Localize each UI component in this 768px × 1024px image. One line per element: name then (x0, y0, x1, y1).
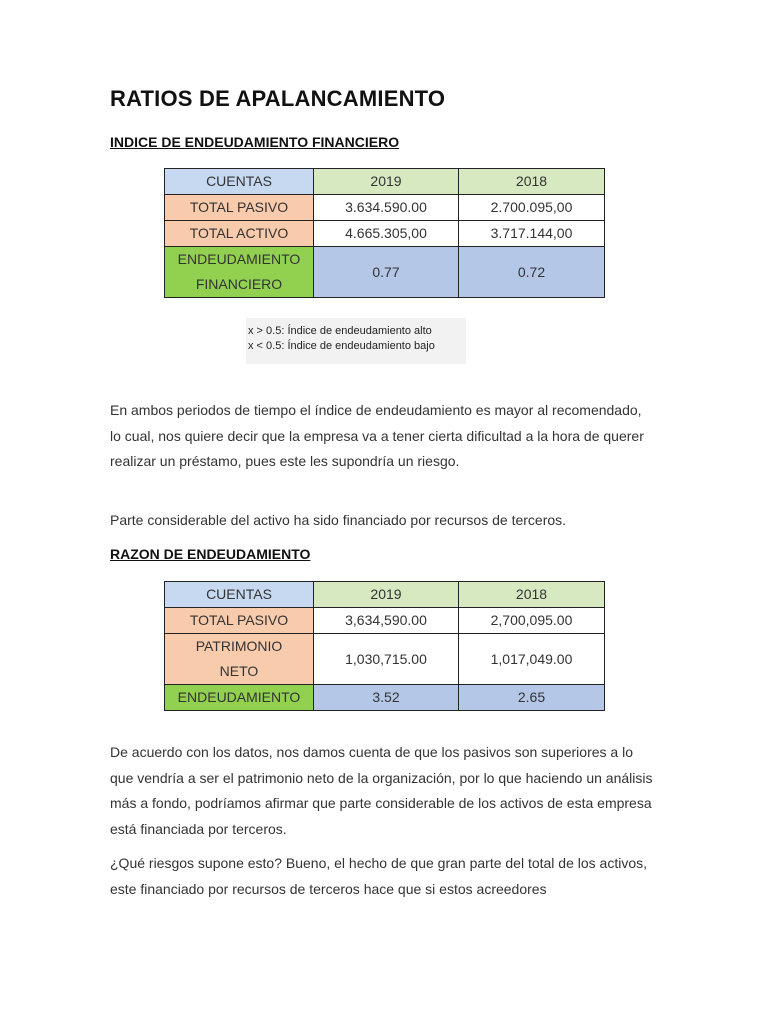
cell-2018: 1,017,049.00 (459, 634, 605, 685)
cell-2018: 0.72 (459, 247, 605, 298)
table-row-result (165, 247, 605, 298)
row-label: TOTAL PASIVO (165, 195, 314, 221)
document-title: RATIOS DE APALANCAMIENTO (110, 86, 446, 111)
row-label-line: PATRIMONIO (195, 638, 283, 654)
cell-2018: 2.700.095,00 (459, 195, 605, 221)
header-cuentas: CUENTAS (165, 169, 314, 195)
cell-2019: 0.77 (314, 247, 459, 298)
paragraph: Parte considerable del activo ha sido financiado por recursos de terceros. (110, 512, 567, 528)
row-label: ENDEUDAMIENTO (165, 685, 314, 711)
paragraph: En ambos periodos de tiempo el índice de endeudamiento es mayor al recomendado, lo cual, nos quiere decir que la empresa va a tener cierta dificultad a la hora de querer realizar un préstamo, pues este les supondría un riesgo. (110, 402, 644, 469)
cell-2018: 2.65 (459, 685, 605, 711)
table-indice-endeudamiento (164, 168, 605, 298)
table-row (165, 221, 605, 247)
row-label (165, 634, 314, 685)
row-label-line: FINANCIERO (195, 276, 283, 292)
legend-line: x < 0.5: Índice de endeudamiento bajo (248, 340, 435, 352)
table-row (165, 634, 605, 685)
row-label (165, 247, 314, 298)
cell-2018: 2,700,095.00 (459, 608, 605, 634)
row-label-line: NETO (219, 663, 259, 679)
cell-2019: 3.634.590.00 (314, 195, 459, 221)
interpretation-legend (246, 318, 466, 364)
paragraph: ¿Qué riesgos supone esto? Bueno, el hecho de que gran parte del total de los activos, este financiado por recursos de terceros hace que si estos acreedores (110, 855, 648, 897)
table-row-result (165, 685, 605, 711)
row-label: TOTAL ACTIVO (165, 221, 314, 247)
header-2018: 2018 (459, 169, 605, 195)
header-cuentas: CUENTAS (165, 582, 314, 608)
legend-line: x > 0.5: Índice de endeudamiento alto (248, 325, 432, 337)
header-2019: 2019 (314, 169, 459, 195)
table-header-row (165, 582, 605, 608)
header-2019: 2019 (314, 582, 459, 608)
cell-2019: 3,634,590.00 (314, 608, 459, 634)
table-row (165, 195, 605, 221)
row-label: TOTAL PASIVO (165, 608, 314, 634)
header-2018: 2018 (459, 582, 605, 608)
row-label-line: ENDEUDAMIENTO (177, 251, 301, 267)
section-heading-razon-endeudamiento: RAZON DE ENDEUDAMIENTO (110, 546, 311, 562)
table-row (165, 608, 605, 634)
section-heading-indice-endeudamiento: INDICE DE ENDEUDAMIENTO FINANCIERO (110, 134, 400, 150)
table-razon-endeudamiento (164, 581, 605, 711)
paragraph: De acuerdo con los datos, nos damos cuenta de que los pasivos son superiores a lo que vendría a ser el patrimonio neto de la organización, por lo que haciendo un análisis más a fondo, podríamos afirmar que parte considerable de los activos de esta empresa está financiada por terceros. (110, 744, 653, 837)
cell-2019: 3.52 (314, 685, 459, 711)
table-header-row (165, 169, 605, 195)
cell-2019: 1,030,715.00 (314, 634, 459, 685)
cell-2019: 4.665.305,00 (314, 221, 459, 247)
cell-2018: 3.717.144,00 (459, 221, 605, 247)
